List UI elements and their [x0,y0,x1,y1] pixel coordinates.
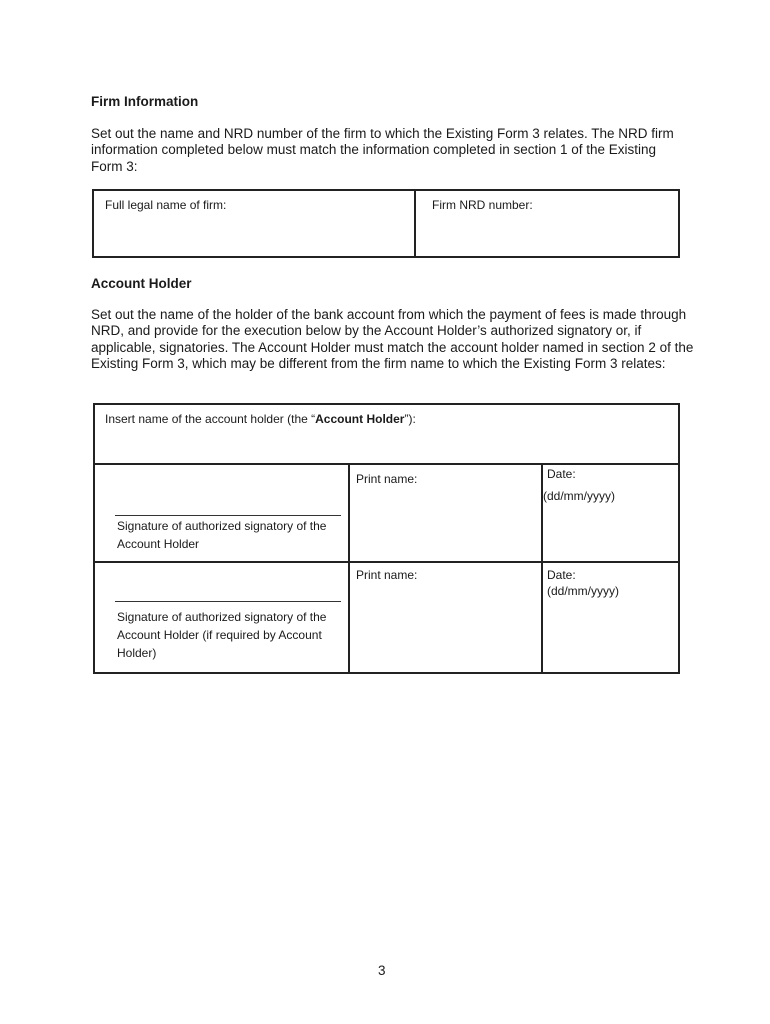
date-field-2[interactable] [545,602,677,670]
account-holder-heading: Account Holder [91,276,192,291]
table-row-divider-1 [93,463,680,465]
firm-info-divider [414,189,416,258]
date-field-1[interactable] [545,508,677,558]
signature-2-label: Signature of authorized signatory of the Account Holder (if required by Account Holder) [117,610,327,660]
date-label-1: Date: [547,467,576,481]
print-name-field-2[interactable] [352,586,538,670]
firm-nrd-number-label: Firm NRD number: [432,198,533,212]
signature-line-2[interactable] [115,601,341,602]
table-row-divider-2 [93,561,680,563]
firm-nrd-number-field[interactable] [418,214,676,254]
print-name-field-1[interactable] [352,488,538,558]
signature-line-1[interactable] [115,515,341,516]
print-name-label-1: Print name: [356,472,418,486]
full-legal-name-field[interactable] [96,214,412,254]
page-number: 3 [378,963,386,978]
print-name-label-2: Print name: [356,568,418,582]
table-col-divider-1 [348,463,350,674]
date-format-1: (dd/mm/yyyy) [543,489,615,503]
firm-information-heading: Firm Information [91,94,199,109]
account-holder-name-label: Insert name of the account holder (the “Account Holder”): [105,412,416,426]
date-format-2: (dd/mm/yyyy) [547,584,619,598]
signature-1-label: Signature of authorized signatory of the Account Holder [117,519,327,551]
account-holder-name-field[interactable] [97,428,677,460]
account-holder-instructions: Set out the name of the holder of the bank account from which the payment of fees is made through NRD, and provide for the execution below by the Account Holder’s authorized signatory or, if applicable, signatories. The Account Holder must match the account holder named in section 2 of the Existing Form 3, which may be different from the firm name to which the Existing Form 3 relates: [91,307,694,372]
firm-information-instructions: Set out the name and NRD number of the firm to which the Existing Form 3 relates. The NRD firm information completed below must match the information completed in section 1 of the Existing Form 3: [91,126,674,174]
date-label-2: Date: [547,568,576,582]
full-legal-name-label: Full legal name of firm: [105,198,227,212]
